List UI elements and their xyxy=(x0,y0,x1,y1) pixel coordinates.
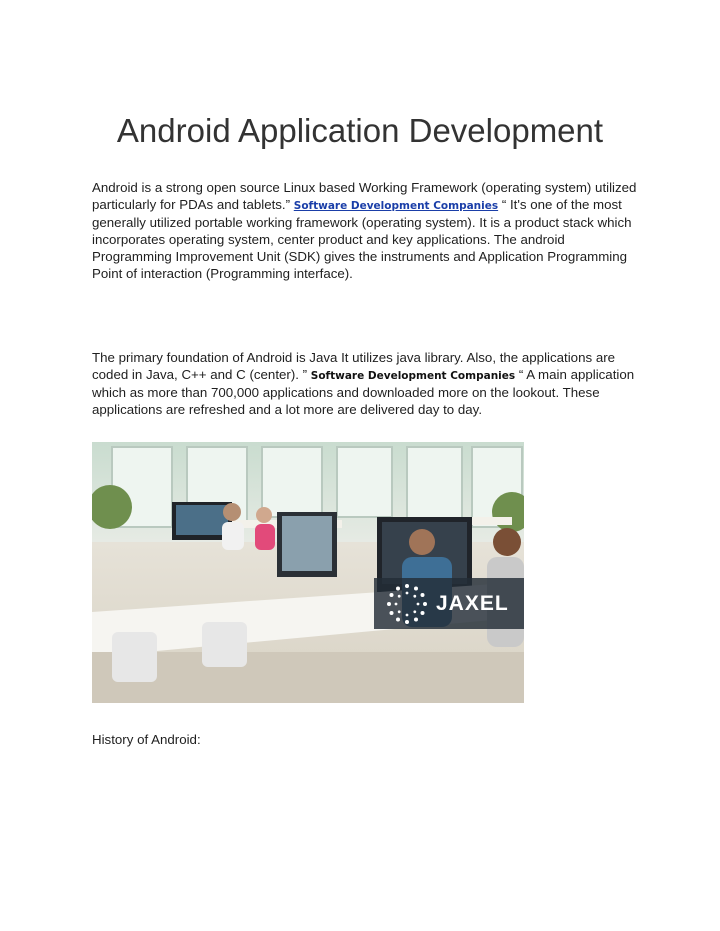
intro-paragraph xyxy=(92,180,640,282)
software-development-companies-link[interactable]: Software Development Companies xyxy=(293,199,499,212)
software-development-companies-label: Software Development Companies xyxy=(310,369,516,382)
history-heading: History of Android: xyxy=(92,732,201,747)
jaxel-logo-text: JAXEL xyxy=(436,592,509,615)
jaxel-dots-icon xyxy=(384,581,430,627)
foundation-text-end: “ A main application which as more than 700,000 applications and downloaded more on the lookout. These applications are refreshed and a lot more are delivered day to day. xyxy=(92,366,635,417)
office-photo xyxy=(92,442,524,703)
foundation-text-start: The primary foundation of Android is Java It utilizes java library. Also, the applications are coded in Java, C++ and C (center). ” xyxy=(92,350,616,382)
office-scene-illustration xyxy=(92,442,524,703)
jaxel-logo-box xyxy=(374,578,524,629)
intro-text-start: Android is a strong open source Linux based Working Framework (operating system) utilized particularly for PDAs and tablets.” xyxy=(92,180,637,212)
intro-text-end: “ It's one of the most generally utilized portable working framework (operating system). It is a product stack which incorporates operating system, center product and key applications. The android Programming Improvement Unit (SDK) gives the instruments and Application Programming Point of interaction (Programming interface). xyxy=(92,196,632,281)
foundation-paragraph xyxy=(92,350,640,419)
page-title: Android Application Development xyxy=(116,112,604,149)
